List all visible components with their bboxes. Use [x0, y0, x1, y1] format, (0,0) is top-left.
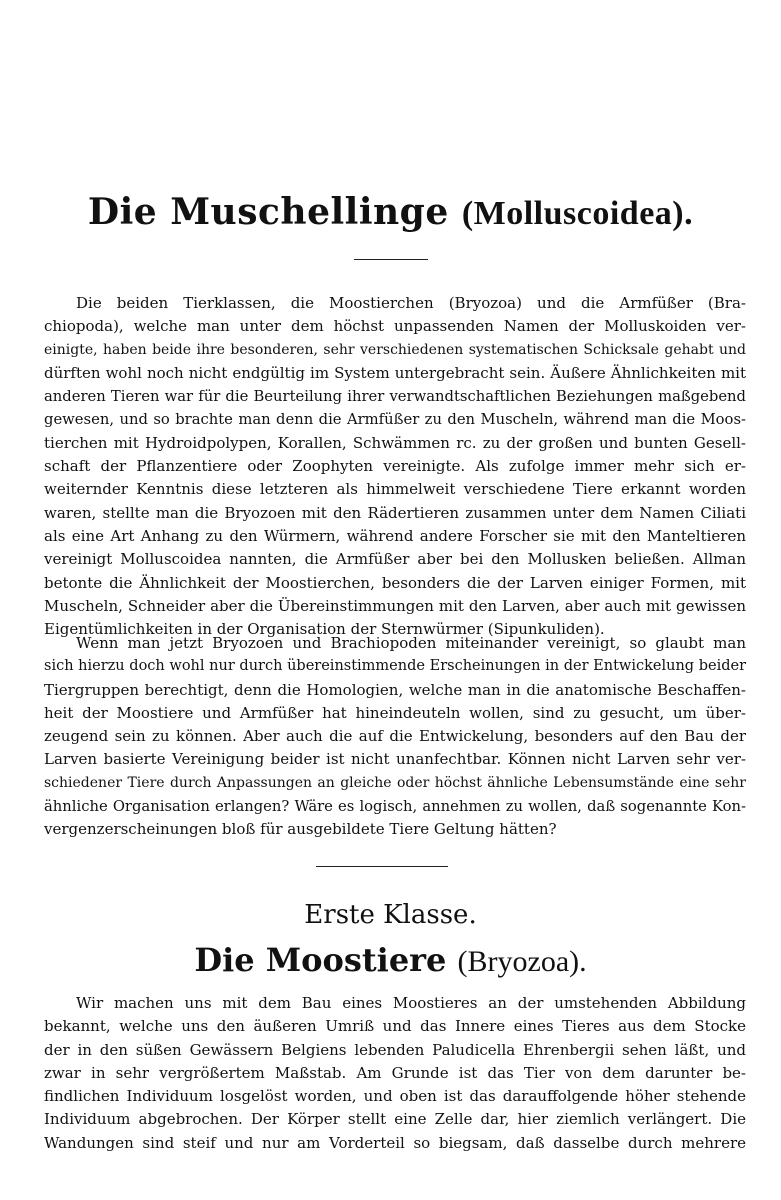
text-line: waren, stellte man die Bryozoen mit den Rädertieren zusammen unter dem Namen Ciliati: [44, 503, 746, 522]
text-line: Larven basierte Vereinigung beider ist nicht unanfechtbar. Können nicht Larven sehr ver-: [44, 750, 746, 769]
text-line: gewesen, und so brachte man denn die Armfüßer zu den Muscheln, während man die Moos-: [44, 411, 746, 429]
text-line: Wandungen sind steif und nur am Vorderteil so biegsam, daß dasselbe durch mehrere: [44, 1133, 746, 1152]
text-line: der in den süßen Gewässern Belgiens lebenden Paludicella Ehrenbergii sehen läßt, und: [44, 1040, 746, 1059]
text-line: Tiergruppen berechtigt, denn die Homologien, welche man in die anatomische Beschaffen-: [44, 680, 746, 699]
paragraph-3: [44, 992, 746, 1155]
text-line: tierchen mit Hydroidpolypen, Korallen, Schwämmen rc. zu der großen und bunten Gesell-: [44, 433, 746, 452]
section-title: [0, 938, 781, 984]
text-line: bekannt, welche uns den äußeren Umriß und das Innere eines Tieres aus dem Stocke: [44, 1017, 746, 1036]
paragraph-2: [44, 632, 746, 842]
text-line: Individuum abgebrochen. Der Körper stellt eine Zelle dar, hier ziemlich verlängert. Die: [44, 1110, 746, 1129]
section-title-latin: (Bryozoa).: [457, 945, 587, 978]
text-line: weiternder Kenntnis diese letzteren als himmelweit verschiedene Tiere erkannt worden: [44, 480, 746, 499]
text-line: betonte die Ähnlichkeit der Moostierchen, besonders die der Larven einiger Formen, mit: [44, 573, 746, 592]
text-line: vereinigt Molluscoidea nannten, die Armfüßer aber bei den Mollusken beließen. Allman: [44, 550, 746, 569]
section-divider-rule: [316, 866, 448, 867]
section-label: Erste Klasse.: [304, 900, 477, 930]
divider-rule: [354, 259, 428, 260]
text-line: dürften wohl noch nicht endgültig im System untergebracht sein. Äußere Ähnlichkeiten mit: [44, 363, 746, 382]
text-line: Wenn man jetzt Bryozoen und Brachiopoden miteinander vereinigt, so glaubt man: [76, 634, 746, 652]
page-title-german: Die Muschellinge: [87, 191, 449, 233]
text-line: Eigentümlichkeiten in der Organisation der Sternwürmer (Sipunkuliden).: [44, 620, 605, 639]
text-line: chiopoda), welche man unter dem höchst unpassenden Namen der Molluskoiden ver-: [44, 317, 746, 336]
text-line: ähnliche Organisation erlangen? Wäre es logisch, annehmen zu wollen, daß sogenannte Kon-: [44, 798, 746, 816]
text-line: vergenzerscheinungen bloß für ausgebildete Tiere Geltung hätten?: [44, 820, 557, 839]
text-line: Die beiden Tierklassen, die Moostierchen (Bryozoa) und die Armfüßer (Bra-: [76, 294, 746, 312]
text-line: anderen Tieren war für die Beurteilung ihrer verwandtschaftlichen Beziehungen maßgebend: [44, 388, 746, 406]
text-line: zwar in sehr vergrößertem Maßstab. Am Grunde ist das Tier von dem darunter be-: [44, 1063, 746, 1082]
text-line: findlichen Individuum losgelöst worden, und oben ist das darauffolgende höher stehende: [44, 1087, 746, 1106]
text-line: als eine Art Anhang zu den Würmern, während andere Forscher sie mit den Manteltieren: [44, 526, 746, 545]
text-line: einigte, haben beide ihre besonderen, sehr verschiedenen systematischen Schicksale gehabt und: [44, 341, 746, 358]
text-line: sich hierzu doch wohl nur durch übereinstimmende Erscheinungen in der Entwickelung beider: [44, 658, 746, 675]
text-line: Wir machen uns mit dem Bau eines Moostieres an der umstehenden Abbildung: [76, 994, 746, 1012]
page-title-latin: (Molluscoidea).: [461, 195, 694, 232]
text-line: schiedener Tiere durch Anpassungen an gleiche oder höchst ähnliche Lebensumstände eine sehr: [44, 774, 746, 791]
page-title: [0, 186, 781, 240]
text-line: schaft der Pflanzentiere oder Zoophyten vereinigte. Als zufolge immer mehr sich er-: [44, 457, 746, 476]
section-title-german: Die Moostiere: [194, 941, 447, 979]
text-line: zeugend sein zu können. Aber auch die auf die Entwickelung, besonders auf den Bau der: [44, 727, 746, 746]
paragraph-1: [44, 292, 746, 641]
text-line: Muscheln, Schneider aber die Übereinstimmungen mit den Larven, aber auch mit gewissen: [44, 596, 746, 615]
text-line: heit der Moostiere und Armfüßer hat hineindeuteln wollen, sind zu gesucht, um über-: [44, 703, 746, 722]
